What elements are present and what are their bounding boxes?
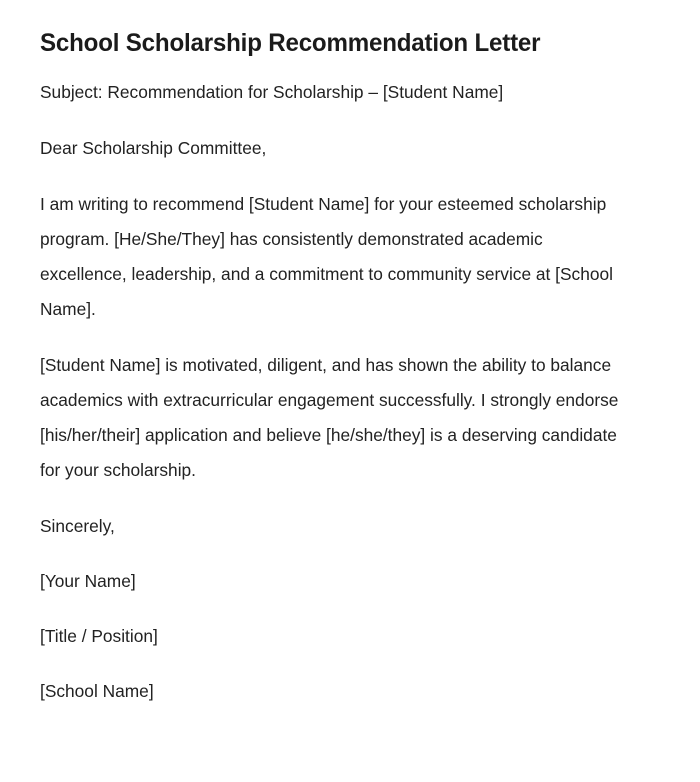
signature-title: [Title / Position]	[40, 626, 158, 646]
signature-organization: [School Name]	[40, 681, 154, 701]
signature-name: [Your Name]	[40, 571, 136, 591]
subject-line: Subject: Recommendation for Scholarship – [Student Name]	[40, 82, 504, 102]
letter-body	[40, 75, 640, 709]
salutation: Dear Scholarship Committee,	[40, 138, 267, 158]
page-title: School Scholarship Recommendation Letter	[40, 29, 541, 57]
body-paragraph-2: [Student Name] is motivated, diligent, and has shown the ability to balance academics with extracurricular engagement successfully. I strongly endorse [his/her/their] application and believe [he/she/they] is a deserving candidate for your scholarship.	[40, 355, 619, 480]
closing-line: Sincerely,	[40, 516, 115, 536]
body-paragraph-1: I am writing to recommend [Student Name] for your esteemed scholarship program. [He/She/They] has consistently demonstrated academic excellence, leadership, and a commitment to community service at [School Name].	[40, 194, 613, 319]
